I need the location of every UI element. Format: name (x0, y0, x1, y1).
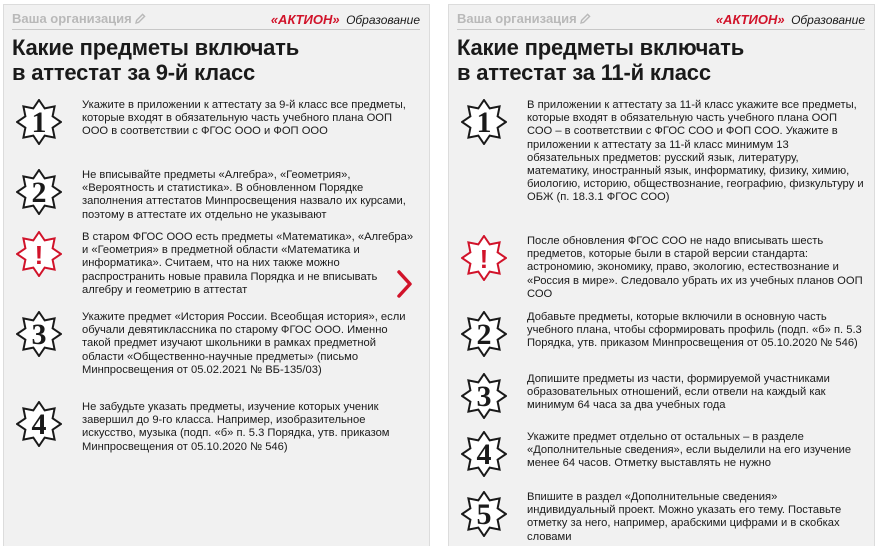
warning-icon (461, 235, 507, 281)
card-title: Какие предметы включать в аттестат за 9-й класс (12, 35, 300, 85)
next-arrow-icon[interactable] (396, 269, 414, 299)
svg-text:3: 3 (476, 380, 492, 413)
number-badge-2 (461, 311, 507, 357)
brand-logo (271, 11, 420, 29)
pencil-icon[interactable] (580, 13, 591, 24)
svg-text:!: ! (479, 244, 489, 274)
number-badge-1 (461, 99, 507, 145)
brand-name: «АКТИОН» (270, 12, 340, 27)
number-badge-3 (16, 311, 62, 357)
organization-label[interactable]: Ваша организация (12, 11, 146, 26)
svg-text:1: 1 (476, 106, 492, 139)
svg-text:3: 3 (31, 318, 47, 351)
svg-text:2: 2 (31, 176, 47, 209)
list-item-text: Впишите в раздел «Дополнительные сведения» индивидуальный проект. Можно указать его тему. Поставьте отметку за него, например, арабскими цифрами и в скобках словами (527, 491, 842, 543)
brand-name: «АКТИОН» (715, 12, 785, 27)
brand-section: Образование (346, 13, 420, 27)
brand-section: Образование (791, 13, 865, 27)
number-badge-2 (16, 169, 62, 215)
warning-icon (16, 231, 62, 277)
card-grade-9 (3, 4, 430, 546)
brand-logo (716, 11, 865, 29)
svg-text:1: 1 (31, 106, 47, 139)
list-item-text: Не вписывайте предметы «Алгебра», «Геометрия», «Вероятность и статистика». В обновленном Порядке заполнения аттестатов Минпросвещения назвало их курсами, поэтому в аттестате их отдельно не указывают (82, 169, 406, 221)
header-divider (457, 29, 865, 30)
organization-label[interactable]: Ваша организация (457, 11, 591, 26)
list-item-text: В старом ФГОС ООО есть предметы «Математика», «Алгебра» и «Геометрия» в предметной области «Математика и информатика». Считаем, что на них также можно распространить новые правила Порядка и не вписывать алгебру и геометрию в аттестат (82, 231, 414, 296)
card-header (12, 11, 420, 27)
svg-text:!: ! (34, 240, 44, 270)
list-item-text: Добавьте предметы, которые включили в основную часть учебного плана, чтобы сформировать профиль (подп. «б» п. 5.3 Порядка, утв. приказом Минпросвещения от 05.10.2020 № 546) (527, 311, 862, 350)
list-item-text: Укажите предмет «История России. Всеобщая история», если обучали девятиклассника по старому ФГОС ООО. Именно такой предмет изучают школьники в рамках предметной области «Общественно-научные предметы» (письмо Минпросвещения от 05.02.2021 № ВБ-135/03) (82, 311, 406, 376)
list-item-text: В приложении к аттестату за 11-й класс укажите все предметы, которые входят в обязательную часть учебного плана ООП СОО – в соответствии с ФГОС СОО и ФОП СОО. Укажите в приложении к аттестату за 11-й класс минимум 13 обязательных предметов: русский язык, литературу, математику, иностранный язык, информатику, физику, химию, биологию, историю, обществознание, географию, физкультуру и ОБЖ (п. 18.3.1 ФГОС СОО) (527, 99, 864, 204)
number-badge-4 (461, 431, 507, 477)
number-badge-5 (461, 491, 507, 537)
number-badge-4 (16, 401, 62, 447)
list-item-text: Допишите предметы из части, формируемой участниками образовательных отношений, если отвели на каждый как минимум 64 часа за два учебных года (527, 373, 830, 412)
svg-text:4: 4 (31, 408, 47, 441)
list-item-text: Не забудьте указать предметы, изучение которых ученик завершил до 9-го класса. Например, изобразительное искусство, музыка (подп. «б» п. 5.3 Порядка, утв. приказом Минпросвещения от 05.10.2020 № 546) (82, 401, 390, 453)
card-header (457, 11, 865, 27)
svg-text:4: 4 (476, 438, 492, 471)
svg-text:5: 5 (476, 498, 492, 531)
card-title: Какие предметы включать в аттестат за 11-й класс (457, 35, 745, 85)
list-item-text: Укажите предмет отдельно от остальных – в разделе «Дополнительные сведения», если выделили на его изучение менее 64 часов. Отметку выставлять не нужно (527, 431, 852, 470)
header-divider (12, 29, 420, 30)
list-item-text: Укажите в приложении к аттестату за 9-й класс все предметы, которые входят в обязательную часть учебного плана ООП ООО в соответствии с ФГОС ООО и ФОП ООО (82, 99, 406, 138)
list-item-text: После обновления ФГОС СОО не надо вписывать шесть предметов, которые были в старой версии стандарта: астрономию, экономику, право, экологию, естествознание и «Россия в мире». Следовало убрать их из учебных планов ООП СОО (527, 235, 863, 300)
card-grade-11 (448, 4, 875, 546)
number-badge-3 (461, 373, 507, 419)
number-badge-1 (16, 99, 62, 145)
pencil-icon[interactable] (135, 13, 146, 24)
svg-text:2: 2 (476, 318, 492, 351)
